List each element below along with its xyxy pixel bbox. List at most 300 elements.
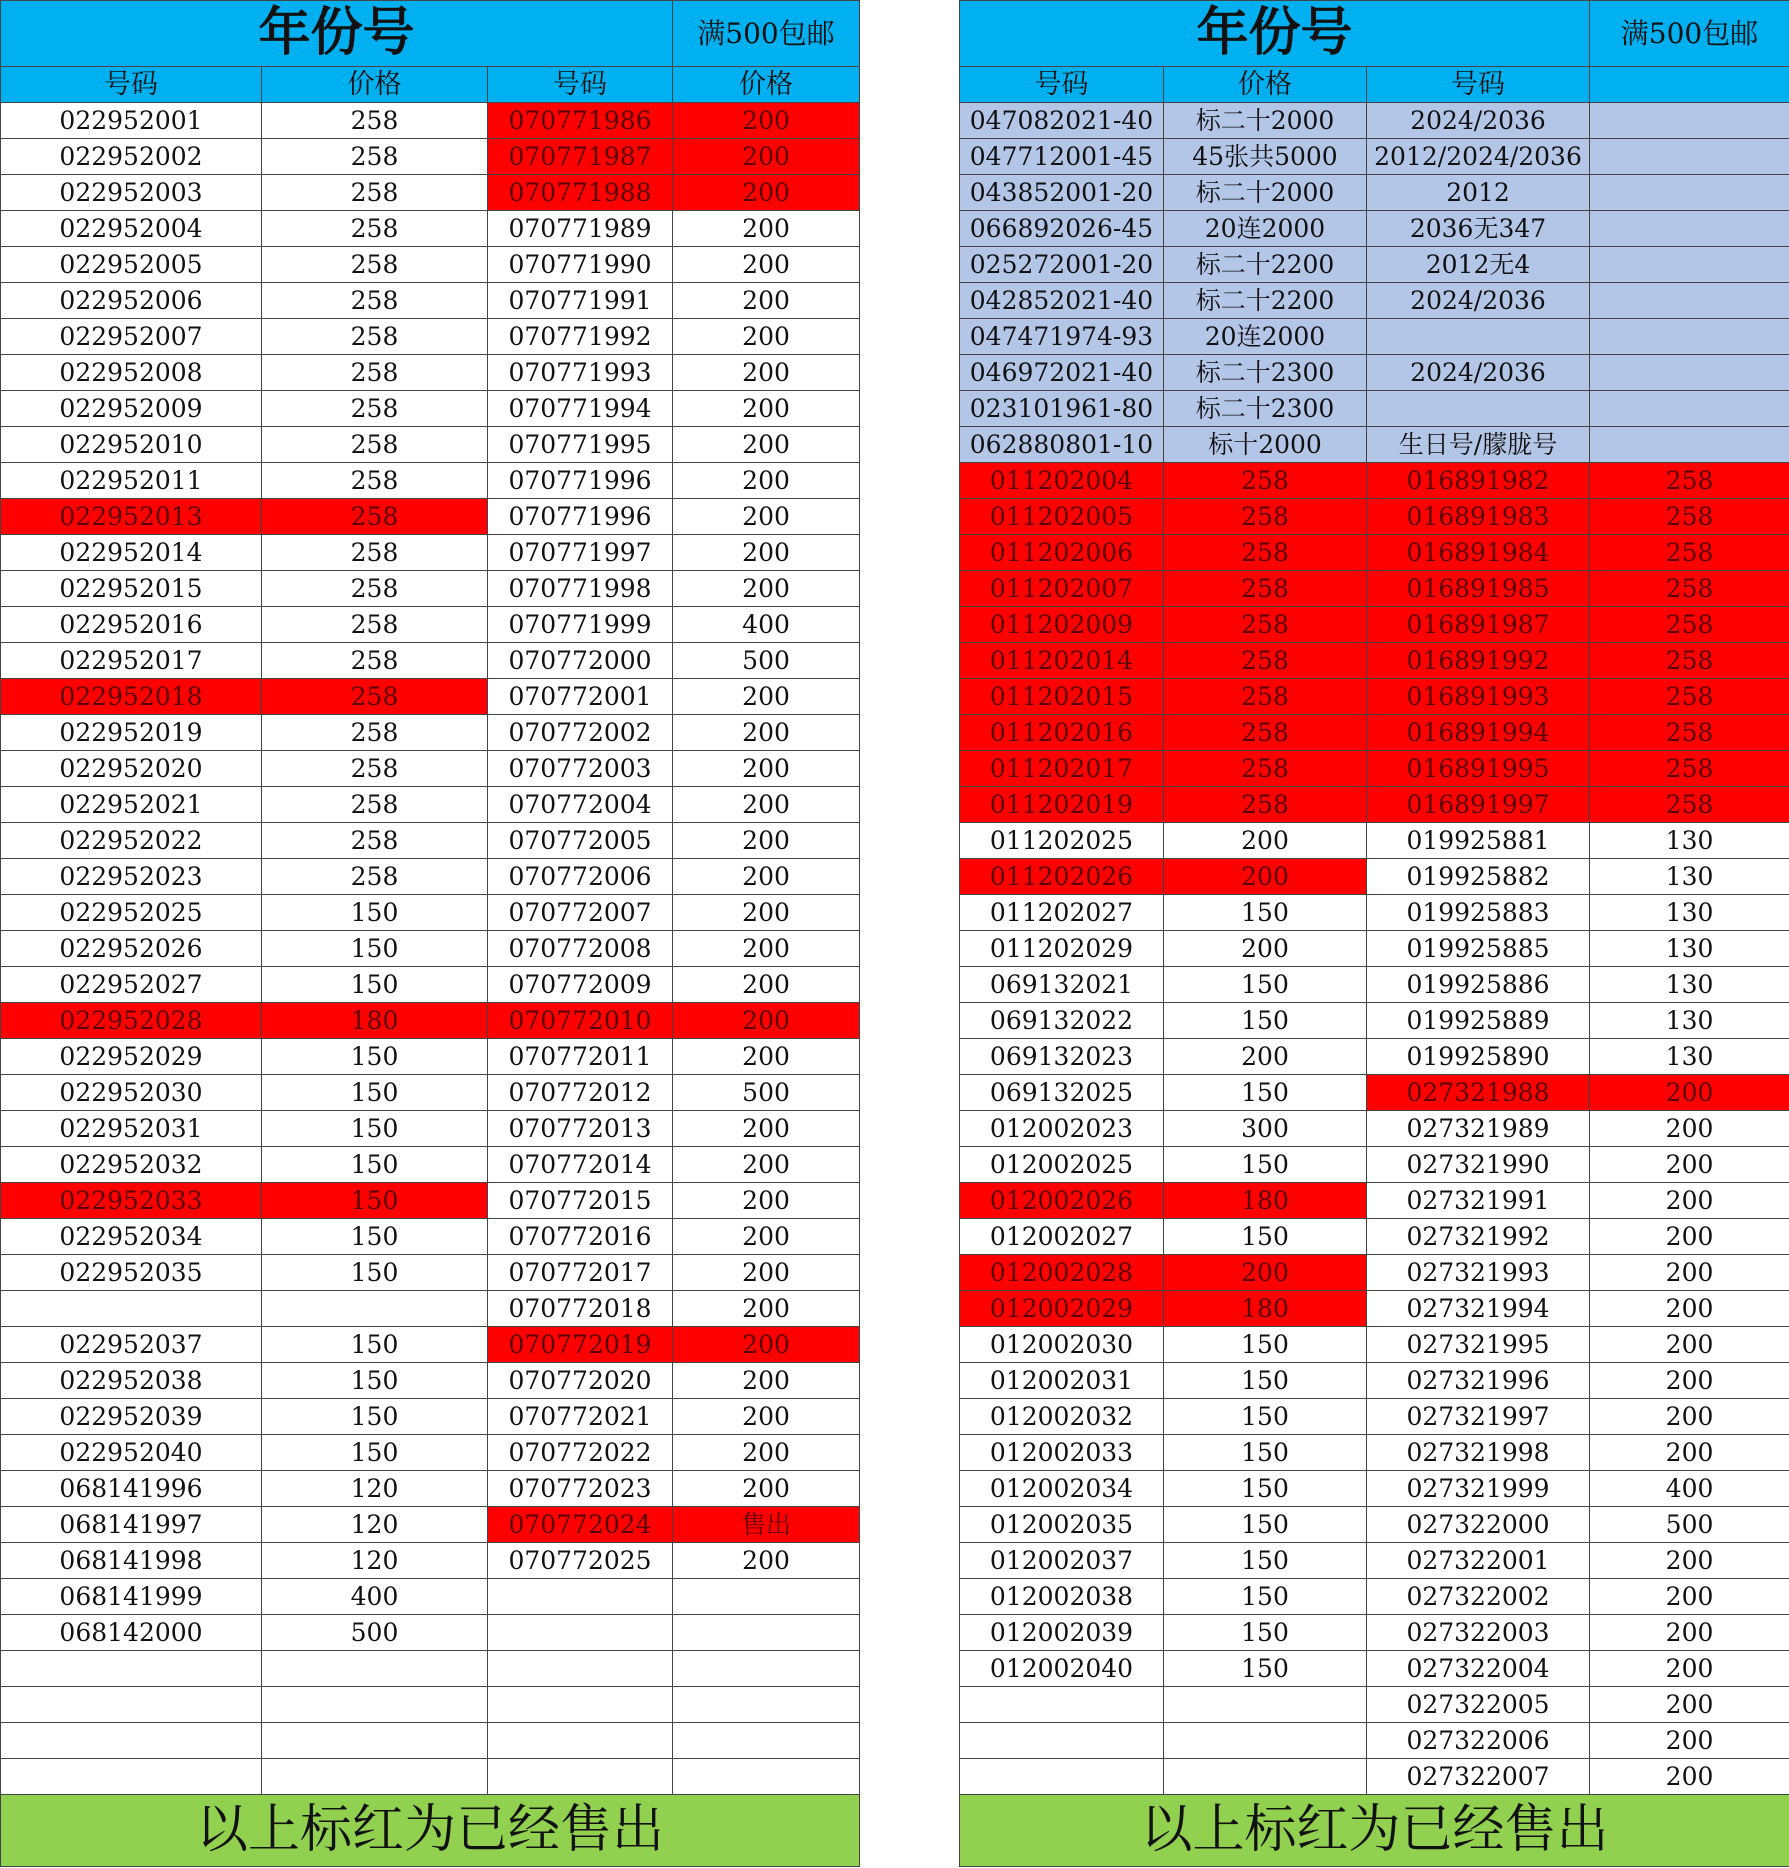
cell-price[interactable]: 120: [262, 1507, 488, 1543]
cell-number[interactable]: 022952001: [1, 103, 262, 139]
cell-number[interactable]: 070772024: [488, 1507, 673, 1543]
cell-price[interactable]: 200: [673, 1363, 860, 1399]
cell-number[interactable]: 012002025: [960, 1147, 1164, 1183]
cell-price[interactable]: 258: [262, 643, 488, 679]
cell-price[interactable]: 300: [1164, 1111, 1367, 1147]
cell-number[interactable]: 016891997: [1367, 787, 1590, 823]
cell-price[interactable]: 200: [673, 139, 860, 175]
cell-number[interactable]: 016891984: [1367, 535, 1590, 571]
cell-price[interactable]: 150: [1164, 1219, 1367, 1255]
cell-number[interactable]: 070772007: [488, 895, 673, 931]
cell-price[interactable]: 150: [1164, 1471, 1367, 1507]
cell-number[interactable]: 022952007: [1, 319, 262, 355]
cell-number[interactable]: 022952030: [1, 1075, 262, 1111]
cell-price[interactable]: 200: [1590, 1615, 1789, 1651]
cell-number[interactable]: 022952034: [1, 1219, 262, 1255]
cell-price[interactable]: 130: [1590, 859, 1789, 895]
cell-number[interactable]: 016891985: [1367, 571, 1590, 607]
cell-price[interactable]: 258: [262, 139, 488, 175]
cell-number[interactable]: 070772010: [488, 1003, 673, 1039]
cell-price[interactable]: 150: [262, 1399, 488, 1435]
cell-number[interactable]: 022952019: [1, 715, 262, 751]
cell-number[interactable]: 068141999: [1, 1579, 262, 1615]
cell-number[interactable]: 022952005: [1, 247, 262, 283]
cell-number[interactable]: 2024/2036: [1367, 103, 1590, 139]
cell-price[interactable]: 150: [262, 895, 488, 931]
cell-number[interactable]: 011202007: [960, 571, 1164, 607]
cell-number[interactable]: 070771987: [488, 139, 673, 175]
cell-number[interactable]: 022952014: [1, 535, 262, 571]
cell-price[interactable]: 200: [673, 283, 860, 319]
cell-price[interactable]: 500: [1590, 1507, 1789, 1543]
cell-price[interactable]: 200: [1164, 1255, 1367, 1291]
cell-number[interactable]: 027321989: [1367, 1111, 1590, 1147]
cell-price[interactable]: 130: [1590, 967, 1789, 1003]
cell-number[interactable]: 070771996: [488, 499, 673, 535]
cell-number[interactable]: 070772017: [488, 1255, 673, 1291]
cell-price[interactable]: 200: [1590, 1579, 1789, 1615]
cell-price[interactable]: 258: [1590, 715, 1789, 751]
cell-number[interactable]: 022952006: [1, 283, 262, 319]
cell-number[interactable]: 011202027: [960, 895, 1164, 931]
cell-price[interactable]: 130: [1590, 823, 1789, 859]
cell-price[interactable]: 258: [1590, 787, 1789, 823]
cell-price[interactable]: 258: [262, 319, 488, 355]
cell-price[interactable]: 200: [673, 463, 860, 499]
cell-price[interactable]: 180: [1164, 1291, 1367, 1327]
cell-number[interactable]: 011202006: [960, 535, 1164, 571]
cell-price[interactable]: [1590, 427, 1789, 463]
cell-price[interactable]: 200: [1590, 1651, 1789, 1687]
cell-price[interactable]: 200: [673, 1003, 860, 1039]
cell-price[interactable]: 200: [673, 571, 860, 607]
cell-price[interactable]: 200: [1590, 1723, 1789, 1759]
cell-price[interactable]: 200: [1590, 1759, 1789, 1795]
cell-number[interactable]: 011202026: [960, 859, 1164, 895]
cell-number[interactable]: 027321999: [1367, 1471, 1590, 1507]
cell-number[interactable]: 022952018: [1, 679, 262, 715]
cell-price[interactable]: 标二十2200: [1164, 283, 1367, 319]
cell-price[interactable]: [1590, 247, 1789, 283]
cell-number[interactable]: 027322002: [1367, 1579, 1590, 1615]
cell-number[interactable]: 011202029: [960, 931, 1164, 967]
cell-price[interactable]: [1590, 139, 1789, 175]
cell-number[interactable]: 068141998: [1, 1543, 262, 1579]
cell-number[interactable]: 070772012: [488, 1075, 673, 1111]
cell-number[interactable]: [960, 1687, 1164, 1723]
cell-price[interactable]: [673, 1687, 860, 1723]
cell-price[interactable]: 258: [262, 571, 488, 607]
cell-number[interactable]: 070772005: [488, 823, 673, 859]
cell-price[interactable]: 258: [1164, 499, 1367, 535]
cell-number[interactable]: 046972021-40: [960, 355, 1164, 391]
cell-price[interactable]: 200: [673, 1471, 860, 1507]
cell-price[interactable]: 150: [1164, 1399, 1367, 1435]
cell-price[interactable]: 200: [673, 1327, 860, 1363]
cell-price[interactable]: 200: [673, 1039, 860, 1075]
cell-price[interactable]: [673, 1723, 860, 1759]
cell-price[interactable]: 200: [673, 391, 860, 427]
cell-number[interactable]: 011202025: [960, 823, 1164, 859]
cell-price[interactable]: 200: [1164, 931, 1367, 967]
cell-price[interactable]: 150: [1164, 1507, 1367, 1543]
cell-price[interactable]: 150: [1164, 895, 1367, 931]
cell-number[interactable]: 022952033: [1, 1183, 262, 1219]
cell-price[interactable]: 150: [262, 1147, 488, 1183]
cell-price[interactable]: 200: [673, 247, 860, 283]
cell-number[interactable]: [488, 1579, 673, 1615]
cell-number[interactable]: 070772009: [488, 967, 673, 1003]
cell-number[interactable]: 022952038: [1, 1363, 262, 1399]
cell-number[interactable]: [960, 1723, 1164, 1759]
cell-number[interactable]: 070772016: [488, 1219, 673, 1255]
cell-number[interactable]: 027322004: [1367, 1651, 1590, 1687]
cell-number[interactable]: 011202019: [960, 787, 1164, 823]
cell-number[interactable]: 069132025: [960, 1075, 1164, 1111]
cell-number[interactable]: 012002031: [960, 1363, 1164, 1399]
cell-number[interactable]: 011202016: [960, 715, 1164, 751]
cell-price[interactable]: 标二十2300: [1164, 355, 1367, 391]
cell-number[interactable]: 012002039: [960, 1615, 1164, 1651]
cell-number[interactable]: 016891982: [1367, 463, 1590, 499]
cell-price[interactable]: 150: [1164, 1147, 1367, 1183]
cell-number[interactable]: 022952028: [1, 1003, 262, 1039]
cell-price[interactable]: 200: [673, 895, 860, 931]
cell-price[interactable]: 258: [1164, 679, 1367, 715]
cell-price[interactable]: 500: [673, 643, 860, 679]
cell-price[interactable]: 150: [262, 1183, 488, 1219]
cell-number[interactable]: 022952010: [1, 427, 262, 463]
cell-price[interactable]: 258: [1590, 535, 1789, 571]
cell-price[interactable]: 258: [262, 787, 488, 823]
cell-price[interactable]: 258: [262, 823, 488, 859]
cell-price[interactable]: 150: [262, 1039, 488, 1075]
cell-number[interactable]: 068141997: [1, 1507, 262, 1543]
cell-number[interactable]: 027321991: [1367, 1183, 1590, 1219]
cell-number[interactable]: 2036无347: [1367, 211, 1590, 247]
cell-price[interactable]: [1164, 1723, 1367, 1759]
cell-number[interactable]: 022952032: [1, 1147, 262, 1183]
cell-number[interactable]: 2024/2036: [1367, 355, 1590, 391]
cell-price[interactable]: 150: [262, 1219, 488, 1255]
cell-price[interactable]: [673, 1651, 860, 1687]
cell-number[interactable]: 070771997: [488, 535, 673, 571]
cell-price[interactable]: 200: [673, 427, 860, 463]
cell-number[interactable]: 070771996: [488, 463, 673, 499]
cell-number[interactable]: 016891994: [1367, 715, 1590, 751]
cell-price[interactable]: 258: [262, 859, 488, 895]
cell-price[interactable]: 200: [673, 679, 860, 715]
cell-number[interactable]: 027322006: [1367, 1723, 1590, 1759]
cell-price[interactable]: 200: [673, 1183, 860, 1219]
cell-price[interactable]: 200: [673, 1255, 860, 1291]
cell-number[interactable]: [1367, 319, 1590, 355]
cell-number[interactable]: 070771999: [488, 607, 673, 643]
cell-price[interactable]: 150: [262, 967, 488, 1003]
cell-number[interactable]: 012002032: [960, 1399, 1164, 1435]
cell-price[interactable]: [1164, 1687, 1367, 1723]
cell-number[interactable]: 019925883: [1367, 895, 1590, 931]
cell-number[interactable]: 043852001-20: [960, 175, 1164, 211]
cell-price[interactable]: [1590, 175, 1789, 211]
cell-price[interactable]: [673, 1615, 860, 1651]
cell-price[interactable]: 258: [262, 355, 488, 391]
cell-number[interactable]: 070772018: [488, 1291, 673, 1327]
cell-number[interactable]: 2012: [1367, 175, 1590, 211]
cell-number[interactable]: 012002030: [960, 1327, 1164, 1363]
cell-number[interactable]: 070772002: [488, 715, 673, 751]
cell-number[interactable]: 070771993: [488, 355, 673, 391]
cell-price[interactable]: 400: [1590, 1471, 1789, 1507]
cell-number[interactable]: 022952022: [1, 823, 262, 859]
cell-price[interactable]: 258: [262, 211, 488, 247]
cell-number[interactable]: 019925882: [1367, 859, 1590, 895]
cell-number[interactable]: 070772004: [488, 787, 673, 823]
cell-number[interactable]: 011202014: [960, 643, 1164, 679]
cell-price[interactable]: [262, 1723, 488, 1759]
cell-number[interactable]: 047471974-93: [960, 319, 1164, 355]
cell-number[interactable]: 016891993: [1367, 679, 1590, 715]
cell-number[interactable]: 012002028: [960, 1255, 1164, 1291]
cell-number[interactable]: 生日号/朦胧号: [1367, 427, 1590, 463]
cell-number[interactable]: 027322005: [1367, 1687, 1590, 1723]
cell-number[interactable]: 070772000: [488, 643, 673, 679]
cell-number[interactable]: [1, 1759, 262, 1795]
cell-price[interactable]: 200: [673, 859, 860, 895]
cell-number[interactable]: 027321998: [1367, 1435, 1590, 1471]
cell-price[interactable]: 150: [262, 1327, 488, 1363]
cell-price[interactable]: 130: [1590, 1039, 1789, 1075]
cell-number[interactable]: 027321996: [1367, 1363, 1590, 1399]
cell-number[interactable]: 027322007: [1367, 1759, 1590, 1795]
cell-price[interactable]: [673, 1579, 860, 1615]
cell-price[interactable]: 200: [1164, 859, 1367, 895]
cell-number[interactable]: [488, 1759, 673, 1795]
cell-price[interactable]: 120: [262, 1543, 488, 1579]
cell-number[interactable]: 070772013: [488, 1111, 673, 1147]
cell-number[interactable]: 016891992: [1367, 643, 1590, 679]
cell-number[interactable]: 027321992: [1367, 1219, 1590, 1255]
cell-price[interactable]: [1164, 1759, 1367, 1795]
cell-price[interactable]: 200: [1590, 1219, 1789, 1255]
cell-number[interactable]: 022952026: [1, 931, 262, 967]
cell-number[interactable]: 2012/2024/2036: [1367, 139, 1590, 175]
cell-number[interactable]: 070772022: [488, 1435, 673, 1471]
cell-price[interactable]: 200: [1590, 1435, 1789, 1471]
cell-price[interactable]: 200: [673, 1147, 860, 1183]
cell-price[interactable]: [262, 1687, 488, 1723]
cell-price[interactable]: 258: [262, 247, 488, 283]
cell-price[interactable]: 130: [1590, 895, 1789, 931]
cell-number[interactable]: 022952027: [1, 967, 262, 1003]
cell-price[interactable]: 180: [262, 1003, 488, 1039]
cell-number[interactable]: 012002034: [960, 1471, 1164, 1507]
cell-price[interactable]: 200: [1164, 823, 1367, 859]
cell-price[interactable]: 500: [673, 1075, 860, 1111]
cell-number[interactable]: [488, 1651, 673, 1687]
cell-price[interactable]: 200: [673, 823, 860, 859]
cell-number[interactable]: 011202004: [960, 463, 1164, 499]
cell-number[interactable]: 027321990: [1367, 1147, 1590, 1183]
cell-number[interactable]: 022952029: [1, 1039, 262, 1075]
cell-number[interactable]: 070772008: [488, 931, 673, 967]
cell-price[interactable]: 258: [262, 391, 488, 427]
cell-price[interactable]: 200: [1590, 1543, 1789, 1579]
cell-price[interactable]: 200: [673, 931, 860, 967]
cell-price[interactable]: 200: [673, 499, 860, 535]
cell-number[interactable]: 027321988: [1367, 1075, 1590, 1111]
cell-price[interactable]: 200: [1590, 1327, 1789, 1363]
cell-number[interactable]: 027321994: [1367, 1291, 1590, 1327]
cell-number[interactable]: 022952002: [1, 139, 262, 175]
cell-number[interactable]: 016891995: [1367, 751, 1590, 787]
cell-number[interactable]: 062880801-10: [960, 427, 1164, 463]
cell-price[interactable]: 200: [673, 319, 860, 355]
cell-price[interactable]: 200: [673, 967, 860, 1003]
cell-number[interactable]: 070772019: [488, 1327, 673, 1363]
cell-price[interactable]: 200: [1590, 1399, 1789, 1435]
cell-price[interactable]: 150: [1164, 1579, 1367, 1615]
cell-price[interactable]: 200: [1590, 1291, 1789, 1327]
cell-price[interactable]: 120: [262, 1471, 488, 1507]
cell-number[interactable]: [488, 1615, 673, 1651]
cell-price[interactable]: 200: [1590, 1183, 1789, 1219]
cell-number[interactable]: 022952035: [1, 1255, 262, 1291]
cell-price[interactable]: 258: [1590, 571, 1789, 607]
cell-number[interactable]: 068141996: [1, 1471, 262, 1507]
cell-number[interactable]: 022952009: [1, 391, 262, 427]
cell-price[interactable]: 200: [673, 211, 860, 247]
cell-price[interactable]: 258: [1164, 787, 1367, 823]
cell-number[interactable]: 027321995: [1367, 1327, 1590, 1363]
cell-number[interactable]: [1, 1687, 262, 1723]
cell-number[interactable]: 2024/2036: [1367, 283, 1590, 319]
cell-price[interactable]: 200: [1590, 1687, 1789, 1723]
cell-price[interactable]: 258: [1590, 499, 1789, 535]
cell-price[interactable]: 258: [1590, 643, 1789, 679]
cell-number[interactable]: 022952023: [1, 859, 262, 895]
cell-price[interactable]: [1590, 391, 1789, 427]
cell-number[interactable]: 022952011: [1, 463, 262, 499]
cell-number[interactable]: 070771994: [488, 391, 673, 427]
cell-price[interactable]: 200: [1164, 1039, 1367, 1075]
cell-number[interactable]: 070772014: [488, 1147, 673, 1183]
cell-number[interactable]: 019925890: [1367, 1039, 1590, 1075]
cell-price[interactable]: 标二十2000: [1164, 103, 1367, 139]
cell-price[interactable]: [1590, 211, 1789, 247]
cell-price[interactable]: 258: [1590, 463, 1789, 499]
cell-price[interactable]: [1590, 283, 1789, 319]
cell-price[interactable]: 150: [1164, 1543, 1367, 1579]
cell-number[interactable]: [1, 1651, 262, 1687]
cell-number[interactable]: 070771992: [488, 319, 673, 355]
cell-price[interactable]: 200: [673, 1543, 860, 1579]
cell-price[interactable]: 180: [1164, 1183, 1367, 1219]
cell-price[interactable]: 150: [262, 1255, 488, 1291]
cell-price[interactable]: 200: [673, 1435, 860, 1471]
cell-price[interactable]: 258: [262, 175, 488, 211]
cell-price[interactable]: 200: [673, 751, 860, 787]
cell-price[interactable]: 258: [262, 607, 488, 643]
cell-price[interactable]: 258: [262, 283, 488, 319]
cell-price[interactable]: [1590, 103, 1789, 139]
cell-number[interactable]: 022952020: [1, 751, 262, 787]
cell-number[interactable]: 047082021-40: [960, 103, 1164, 139]
cell-number[interactable]: [960, 1759, 1164, 1795]
cell-number[interactable]: [1, 1723, 262, 1759]
cell-price[interactable]: 200: [673, 1219, 860, 1255]
cell-price[interactable]: [262, 1759, 488, 1795]
cell-number[interactable]: 011202017: [960, 751, 1164, 787]
cell-price[interactable]: 150: [1164, 1003, 1367, 1039]
cell-number[interactable]: 012002023: [960, 1111, 1164, 1147]
cell-number[interactable]: 027322001: [1367, 1543, 1590, 1579]
cell-price[interactable]: 200: [1590, 1363, 1789, 1399]
cell-price[interactable]: 200: [673, 1111, 860, 1147]
cell-price[interactable]: [262, 1651, 488, 1687]
cell-number[interactable]: 027321993: [1367, 1255, 1590, 1291]
cell-number[interactable]: [1367, 391, 1590, 427]
cell-price[interactable]: 258: [262, 427, 488, 463]
cell-number[interactable]: 022952003: [1, 175, 262, 211]
cell-number[interactable]: 019925885: [1367, 931, 1590, 967]
cell-number[interactable]: 022952008: [1, 355, 262, 391]
cell-price[interactable]: 258: [1164, 643, 1367, 679]
cell-price[interactable]: 200: [673, 715, 860, 751]
cell-number[interactable]: 027322003: [1367, 1615, 1590, 1651]
cell-price[interactable]: 258: [262, 715, 488, 751]
cell-price[interactable]: 258: [262, 499, 488, 535]
cell-number[interactable]: 022952021: [1, 787, 262, 823]
cell-number[interactable]: 070771998: [488, 571, 673, 607]
cell-price[interactable]: 150: [1164, 1327, 1367, 1363]
cell-number[interactable]: 012002026: [960, 1183, 1164, 1219]
cell-number[interactable]: [488, 1687, 673, 1723]
cell-price[interactable]: 150: [1164, 1075, 1367, 1111]
cell-number[interactable]: 070771995: [488, 427, 673, 463]
cell-price[interactable]: 150: [262, 1363, 488, 1399]
cell-number[interactable]: 023101961-80: [960, 391, 1164, 427]
cell-number[interactable]: 012002037: [960, 1543, 1164, 1579]
cell-price[interactable]: 150: [262, 1435, 488, 1471]
cell-number[interactable]: 042852021-40: [960, 283, 1164, 319]
cell-price[interactable]: 150: [1164, 967, 1367, 1003]
cell-number[interactable]: 022952025: [1, 895, 262, 931]
cell-price[interactable]: 200: [673, 1399, 860, 1435]
cell-number[interactable]: 011202009: [960, 607, 1164, 643]
cell-number[interactable]: 070772020: [488, 1363, 673, 1399]
cell-price[interactable]: 150: [1164, 1651, 1367, 1687]
cell-price[interactable]: 258: [1164, 571, 1367, 607]
cell-price[interactable]: 258: [1164, 463, 1367, 499]
cell-number[interactable]: 069132022: [960, 1003, 1164, 1039]
cell-number[interactable]: 069132021: [960, 967, 1164, 1003]
cell-number[interactable]: 070772006: [488, 859, 673, 895]
cell-price[interactable]: 150: [1164, 1615, 1367, 1651]
cell-price[interactable]: 130: [1590, 1003, 1789, 1039]
cell-price[interactable]: [262, 1291, 488, 1327]
cell-number[interactable]: 069132023: [960, 1039, 1164, 1075]
cell-price[interactable]: 150: [1164, 1363, 1367, 1399]
cell-price[interactable]: 258: [1590, 679, 1789, 715]
cell-number[interactable]: 012002035: [960, 1507, 1164, 1543]
cell-price[interactable]: 200: [1590, 1111, 1789, 1147]
cell-price[interactable]: 150: [262, 1111, 488, 1147]
cell-number[interactable]: 022952039: [1, 1399, 262, 1435]
cell-price[interactable]: 150: [262, 931, 488, 967]
cell-number[interactable]: 070771986: [488, 103, 673, 139]
cell-price[interactable]: 200: [673, 355, 860, 391]
